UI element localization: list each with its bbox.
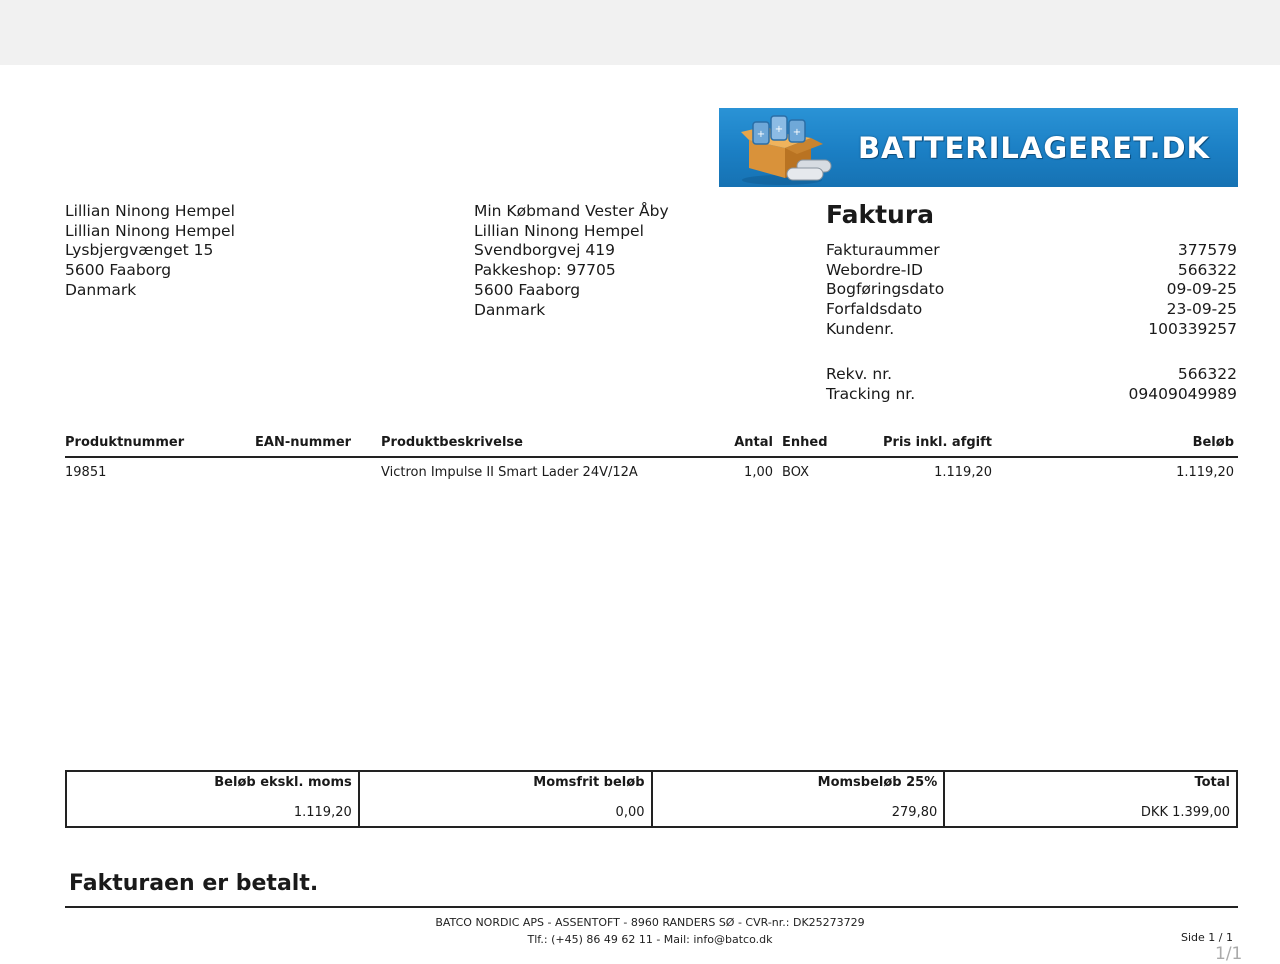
column-header-description: Produktbeskrivelse <box>381 435 523 450</box>
meta-value: 566322 <box>1177 260 1237 279</box>
table-header-divider <box>65 456 1238 458</box>
address-line: Lillian Ninong Hempel <box>474 221 644 240</box>
cell-product-number: 19851 <box>65 465 107 480</box>
page-number: Side 1 / 1 <box>1181 931 1233 944</box>
column-header-unit: Enhed <box>782 435 828 450</box>
meta-label: Fakturaummer <box>826 241 940 259</box>
billing-address <box>65 202 235 301</box>
totals-label: Total <box>1194 775 1230 790</box>
column-header-ean: EAN-nummer <box>255 435 352 450</box>
column-header-quantity: Antal <box>734 435 773 450</box>
cell-amount: 1.119,20 <box>1176 465 1234 480</box>
totals-cell-net <box>67 772 360 826</box>
column-header-price: Pris inkl. afgift <box>883 435 992 450</box>
meta-row-tracking-number <box>826 385 1237 405</box>
logo-wordmark: BATTERILAGERET.DK <box>857 131 1211 165</box>
meta-value: 377579 <box>1177 241 1237 259</box>
totals-value: DKK 1.399,00 <box>1140 805 1230 820</box>
address-line: Lillian Ninong Hempel <box>65 202 235 220</box>
svg-text:+: + <box>792 127 802 138</box>
meta-label: Webordre-ID <box>826 260 923 279</box>
invoice-meta <box>826 241 1237 340</box>
footer-company-line: BATCO NORDIC APS - ASSENTOFT - 8960 RANDERS SØ - CVR-nr.: DK25273729 <box>435 916 865 929</box>
address-line: Lysbjergvænget 15 <box>65 241 214 260</box>
address-line: 5600 Faaborg <box>65 261 172 280</box>
address-line: Pakkeshop: 97705 <box>474 261 616 280</box>
viewer-page-indicator: 1/1 <box>1215 944 1243 964</box>
address-line: Min Købmand Vester Åby <box>474 202 669 220</box>
meta-value: 23-09-25 <box>1166 300 1237 319</box>
cell-description: Victron Impulse II Smart Lader 24V/12A <box>381 465 638 480</box>
invoice-meta-references <box>826 365 1237 404</box>
meta-label: Forfaldsdato <box>826 300 923 319</box>
totals-value: 1.119,20 <box>293 805 352 820</box>
totals-cell-vat-free <box>360 772 653 826</box>
meta-value: 09-09-25 <box>1166 280 1237 299</box>
meta-label: Rekv. nr. <box>826 365 893 383</box>
meta-value: 100339257 <box>1148 319 1237 338</box>
address-line: Svendborgvej 419 <box>474 241 615 260</box>
totals-label: Momsfrit beløb <box>533 775 645 790</box>
meta-row-invoice-number <box>826 241 1237 261</box>
totals-value: 0,00 <box>615 805 645 820</box>
meta-value: 09409049989 <box>1128 384 1237 403</box>
meta-label: Kundenr. <box>826 319 895 338</box>
meta-label: Tracking nr. <box>826 384 916 403</box>
totals-cell-vat <box>653 772 946 826</box>
totals-label: Beløb ekskl. moms <box>214 775 352 790</box>
battery-box-logo-icon <box>727 110 837 186</box>
meta-value: 566322 <box>1177 365 1237 383</box>
viewer-toolbar <box>0 0 1280 65</box>
totals-value: 279,80 <box>891 805 938 820</box>
meta-row-due-date <box>826 300 1237 320</box>
meta-row-posting-date <box>826 280 1237 300</box>
footer-divider <box>65 906 1238 908</box>
cell-price: 1.119,20 <box>934 465 992 480</box>
address-line: Danmark <box>474 300 546 319</box>
column-header-amount: Beløb <box>1192 435 1234 450</box>
address-line: Lillian Ninong Hempel <box>65 221 235 240</box>
address-line: 5600 Faaborg <box>474 280 581 299</box>
address-line: Danmark <box>65 280 137 299</box>
meta-row-customer-number <box>826 320 1237 340</box>
svg-text:+: + <box>756 129 766 140</box>
footer-contact-line: Tlf.: (+45) 86 49 62 11 - Mail: info@batco.dk <box>527 933 773 946</box>
meta-row-weborder-id <box>826 261 1237 281</box>
paid-notice: Fakturaen er betalt. <box>69 871 319 896</box>
totals-label: Momsbeløb 25% <box>817 775 938 790</box>
meta-row-requisition-number <box>826 365 1237 385</box>
totals-box <box>65 770 1238 828</box>
svg-text:+: + <box>774 124 784 135</box>
meta-label: Bogføringsdato <box>826 280 945 299</box>
delivery-address <box>474 202 669 320</box>
invoice-title: Faktura <box>826 200 935 229</box>
cell-quantity: 1,00 <box>744 465 773 480</box>
totals-cell-total <box>945 772 1236 826</box>
company-logo <box>719 108 1238 187</box>
cell-unit: BOX <box>782 465 809 480</box>
column-header-product-number: Produktnummer <box>65 435 185 450</box>
